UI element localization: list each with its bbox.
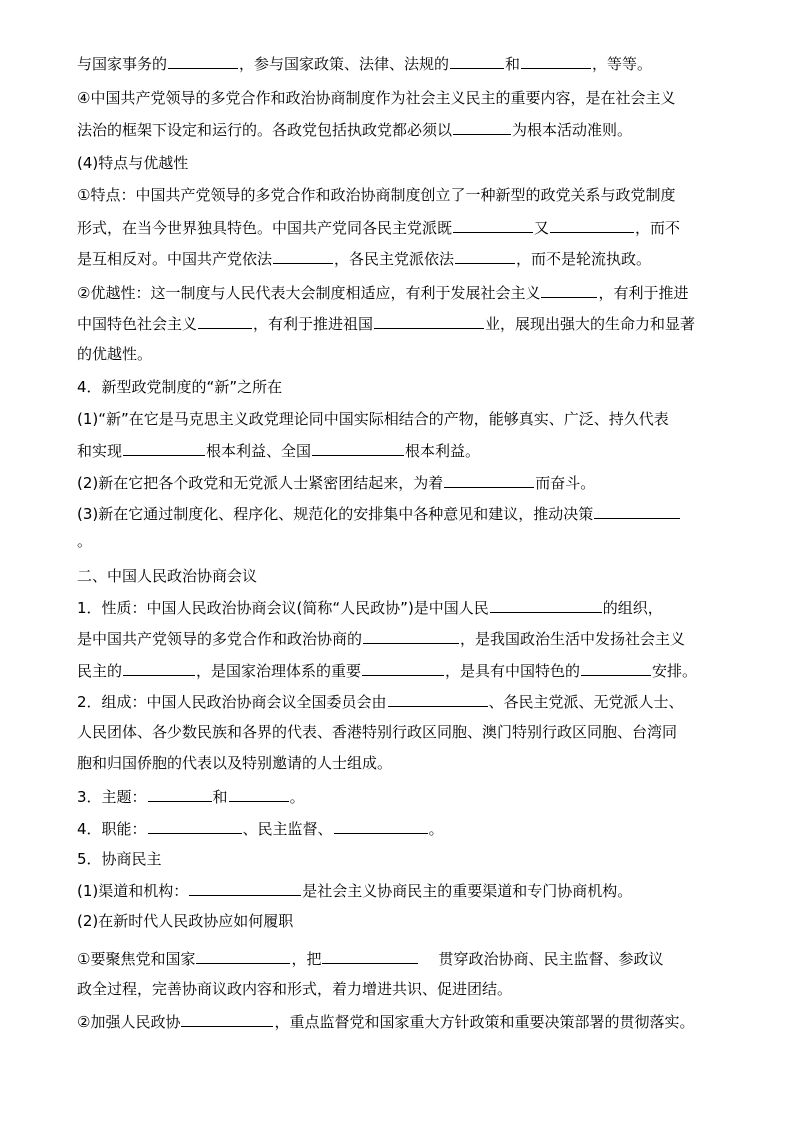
fill-in-blank xyxy=(444,472,534,488)
fill-in-blank xyxy=(541,282,597,298)
text-line-22 xyxy=(77,722,737,742)
fill-in-blank xyxy=(322,948,418,964)
line-text: 4．职能： xyxy=(77,820,147,838)
line-text: ，而不是轮流执政。 xyxy=(516,250,652,268)
text-line-8 xyxy=(77,282,737,303)
fill-in-blank xyxy=(334,818,428,834)
line-text: ④中国共产党领导的多党合作和政治协商制度作为社会主义民主的重要内容，是在社会主义 xyxy=(77,89,676,107)
line-text: 而奋斗。 xyxy=(535,474,596,492)
fill-in-blank xyxy=(148,786,212,802)
text-line-2 xyxy=(77,88,737,108)
line-text: 。 xyxy=(428,820,444,838)
text-line-19 xyxy=(77,628,737,649)
fill-in-blank xyxy=(148,818,242,834)
line-text: (2)在新时代人民政协应如何履职 xyxy=(77,912,294,930)
text-line-6 xyxy=(77,217,737,238)
line-text: 中国特色社会主义 xyxy=(77,315,198,333)
text-line-12 xyxy=(77,409,737,429)
text-line-1 xyxy=(77,53,737,74)
line-text: 业，展现出强大的生命力和显著 xyxy=(485,315,696,333)
text-line-29 xyxy=(77,948,737,969)
fill-in-blank xyxy=(168,53,238,69)
fill-in-blank xyxy=(450,53,504,69)
line-text: 5．协商民主 xyxy=(77,850,162,868)
line-text: 民主的 xyxy=(77,662,123,680)
line-text: 根本利益。 xyxy=(405,442,481,460)
line-text: (4)特点与优越性 xyxy=(77,154,189,172)
line-text: 3．主题： xyxy=(77,788,147,806)
text-line-24 xyxy=(77,786,737,807)
fill-in-blank xyxy=(550,217,634,233)
text-line-4 xyxy=(77,153,737,173)
text-line-26 xyxy=(77,849,737,869)
line-text: 二、中国人民政治协商会议 xyxy=(77,567,258,585)
line-text: 贯穿政治协商、民主监督、参政议 xyxy=(419,950,664,968)
line-text: ，重点监督党和国家重大方针政策和重要决策部署的贯彻落实。 xyxy=(274,1013,695,1031)
line-text: 的组织， xyxy=(602,599,663,617)
line-text: ①要聚焦党和国家 xyxy=(77,950,196,968)
line-text: 法治的框架下设定和运行的。各政党包括执政党都必须以 xyxy=(77,121,453,139)
line-text: ②加强人民政协 xyxy=(77,1013,181,1031)
text-line-5 xyxy=(77,185,737,205)
fill-in-blank xyxy=(594,503,680,519)
text-line-20 xyxy=(77,660,737,681)
line-text: (1)渠道和机构： xyxy=(77,882,189,900)
text-line-17 xyxy=(77,566,737,586)
text-line-31 xyxy=(77,1011,737,1032)
fill-in-blank xyxy=(453,217,533,233)
text-line-15 xyxy=(77,503,737,524)
line-text: 2．组成：中国人民政治协商会议全国委员会由 xyxy=(77,693,387,711)
fill-in-blank xyxy=(123,440,205,456)
fill-in-blank xyxy=(189,880,301,896)
line-text: 形式，在当今世界独具特色。中国共产党同各民主党派既 xyxy=(77,219,453,237)
line-text: 是社会主义协商民主的重要渠道和专门协商机构。 xyxy=(302,882,633,900)
line-text: ，把 xyxy=(291,950,322,968)
fill-in-blank xyxy=(490,597,602,613)
line-text: (1)“新”在它是马克思主义政党理论同中国实际相结合的产物，能够真实、广泛、持久代表 xyxy=(77,410,669,428)
line-text: ，是国家治理体系的重要 xyxy=(196,662,362,680)
fill-in-blank xyxy=(198,313,252,329)
line-text: 为根本活动准则。 xyxy=(512,121,633,139)
fill-in-blank xyxy=(453,119,511,135)
text-line-10 xyxy=(77,344,737,364)
line-text: ，而不 xyxy=(635,219,681,237)
line-text: 根本利益、全国 xyxy=(206,442,312,460)
fill-in-blank xyxy=(273,248,333,264)
line-text: ，等等。 xyxy=(592,55,653,73)
text-line-18 xyxy=(77,597,737,618)
line-text: ，有利于推进祖国 xyxy=(253,315,374,333)
line-text: ①特点：中国共产党领导的多党合作和政治协商制度创立了一种新型的政党关系与政党制度 xyxy=(77,186,676,204)
fill-in-blank xyxy=(362,660,444,676)
line-text: ，参与国家政策、法律、法规的 xyxy=(239,55,450,73)
line-text: 和 xyxy=(212,788,228,806)
line-text: 安排。 xyxy=(652,662,698,680)
line-text: (2)新在它把各个政党和无党派人士紧密团结起来，为着 xyxy=(77,474,444,492)
fill-in-blank xyxy=(229,786,289,802)
fill-in-blank xyxy=(123,660,195,676)
text-line-3 xyxy=(77,119,737,140)
text-line-30 xyxy=(77,979,737,999)
fill-in-blank xyxy=(196,948,290,964)
line-text: 又 xyxy=(534,219,550,237)
text-line-9 xyxy=(77,313,737,334)
fill-in-blank xyxy=(581,660,651,676)
line-text: 胞和归国侨胞的代表以及特别邀请的人士组成。 xyxy=(77,754,393,772)
line-text: ②优越性：这一制度与人民代表大会制度相适应，有利于发展社会主义 xyxy=(77,284,541,302)
line-text: (3)新在它通过制度化、程序化、规范化的安排集中各种意见和建议，推动决策 xyxy=(77,505,594,523)
line-text: 的优越性。 xyxy=(77,345,153,363)
line-text: 政全过程，完善协商议政内容和形式，着力增进共识、促进团结。 xyxy=(77,980,513,998)
fill-in-blank xyxy=(455,248,515,264)
line-text: 1．性质：中国人民政治协商会议(简称“人民政协”)是中国人民 xyxy=(77,599,489,617)
text-line-25 xyxy=(77,818,737,839)
fill-in-blank xyxy=(181,1011,273,1027)
text-line-27 xyxy=(77,880,737,901)
line-text: 4．新型政党制度的“新”之所在 xyxy=(77,378,283,396)
text-line-14 xyxy=(77,472,737,493)
fill-in-blank xyxy=(312,440,404,456)
line-text: 、民主监督、 xyxy=(242,820,333,838)
line-text: 和 xyxy=(505,55,521,73)
text-line-21 xyxy=(77,691,737,712)
text-line-28 xyxy=(77,911,737,931)
line-text: 是中国共产党领导的多党合作和政治协商的 xyxy=(77,630,363,648)
line-text: ，各民主党派依法 xyxy=(334,250,455,268)
fill-in-blank xyxy=(363,628,459,644)
text-line-7 xyxy=(77,248,737,269)
text-line-16 xyxy=(77,531,737,551)
fill-in-blank xyxy=(374,313,484,329)
line-text: 、各民主党派、无党派人士、 xyxy=(488,693,684,711)
line-text: 和实现 xyxy=(77,442,123,460)
line-text: 人民团体、各少数民族和各界的代表、香港特别行政区同胞、澳门特别行政区同胞、台湾同 xyxy=(77,723,678,741)
text-line-23 xyxy=(77,753,737,773)
line-text: ，是我国政治生活中发扬社会主义 xyxy=(460,630,686,648)
line-text: 。 xyxy=(289,788,305,806)
text-line-11 xyxy=(77,377,737,397)
line-text: ，是具有中国特色的 xyxy=(445,662,581,680)
line-text: 。 xyxy=(77,532,93,550)
line-text: ，有利于推进 xyxy=(598,284,689,302)
fill-in-blank xyxy=(388,691,488,707)
fill-in-blank xyxy=(521,53,591,69)
line-text: 是互相反对。中国共产党依法 xyxy=(77,250,273,268)
text-line-13 xyxy=(77,440,737,461)
line-text: 与国家事务的 xyxy=(77,55,168,73)
